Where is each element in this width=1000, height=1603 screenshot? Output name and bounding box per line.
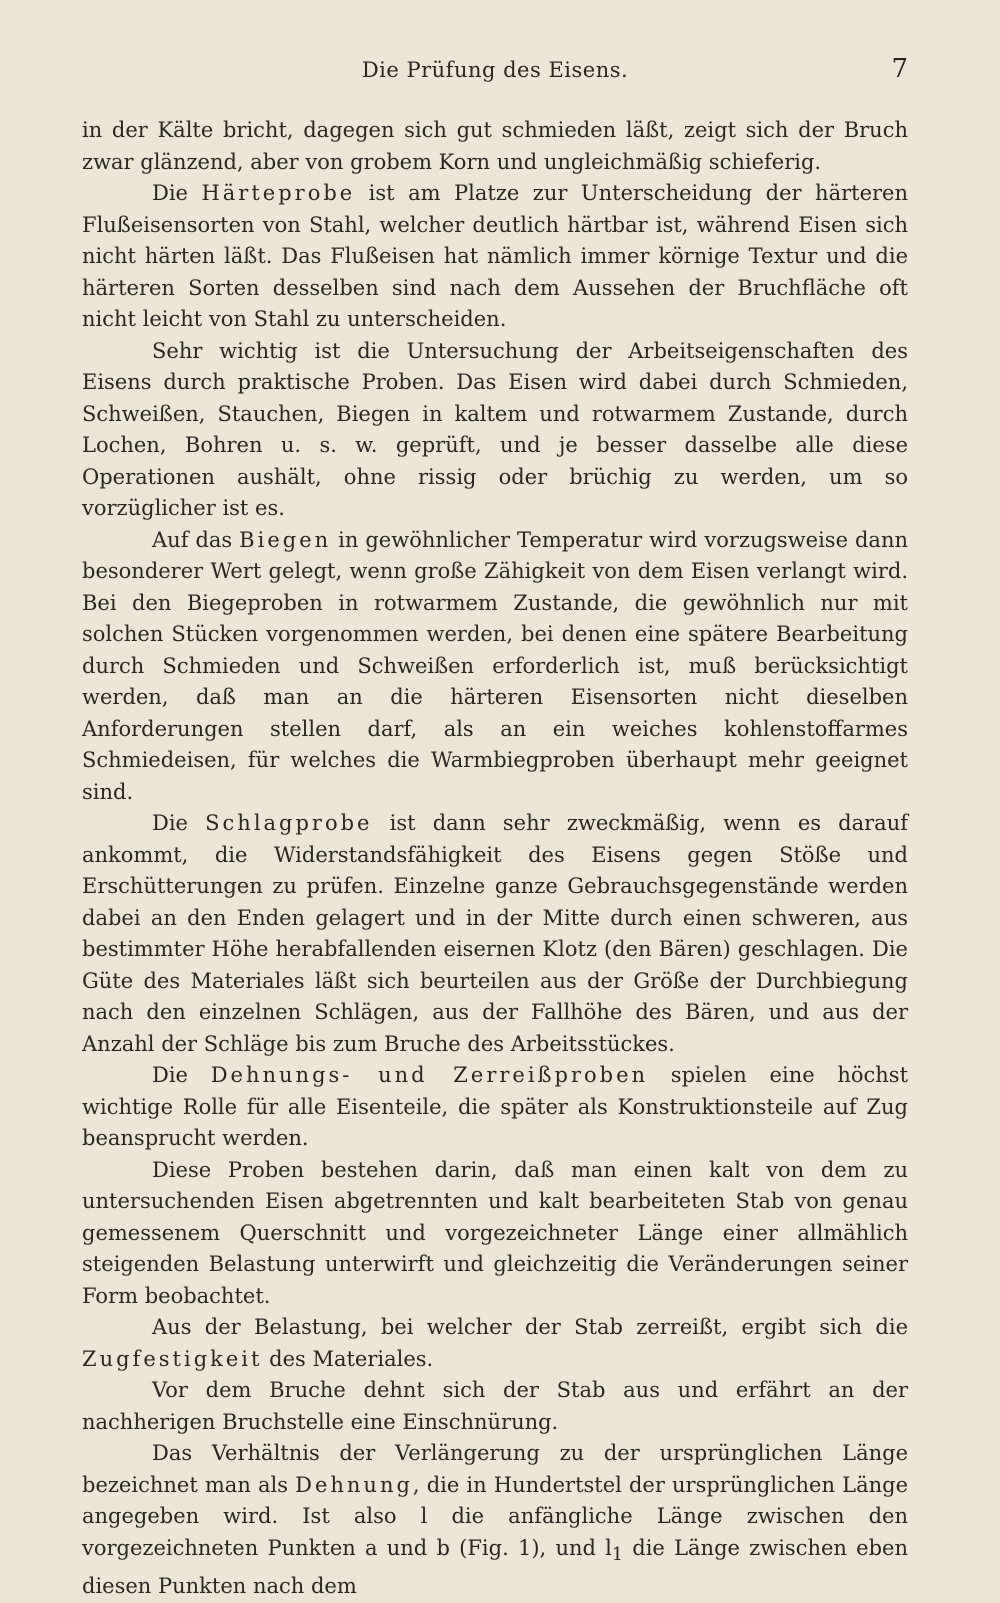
paragraph	[82, 525, 908, 809]
paragraph	[82, 1312, 908, 1375]
text-run: ist dann sehr zweckmäßig, wenn es darauf ankommt, die Widerstandsfähigkeit des Eisens gegen Stöße und Erschütterungen zu prüfen. Einzelne ganze Gebrauchsgegenstände werden dabei an den Enden gelagert und in der Mitte durch einen schweren, aus bestimmter Höhe herabfallenden eisernen Klotz (den Bären) geschlagen. Die Güte des Materiales läßt sich beurteilen aus der Größe der Durchbiegung nach den einzelnen Schlägen, aus der Fallhöhe des Bären, und aus der Anzahl der Schläge bis zum Bruche des Arbeitsstückes.	[82, 811, 908, 1056]
text-run: Auf das	[152, 527, 240, 552]
text-run: Die	[152, 811, 206, 835]
page-header	[82, 54, 908, 92]
emphasized-term: Zugfestigkeit	[82, 1346, 263, 1371]
text-run: die Länge zwischen eben diesen Punkten nach dem	[82, 1535, 908, 1599]
emphasized-term: Härteprobe	[201, 181, 356, 205]
paragraph	[82, 115, 908, 178]
paragraph	[82, 1155, 908, 1313]
emphasized-term: Schlagprobe	[205, 811, 373, 835]
text-run: , die in Hundertstel der ursprünglichen Länge angegeben wird. Ist also l die anfängliche Länge zwischen den vorgezeichneten Punkten a und b (Fig. 1), und l	[82, 1472, 908, 1560]
emphasized-term: Biegen	[239, 527, 332, 552]
text-run: Die	[152, 181, 202, 205]
paragraph	[82, 336, 908, 525]
text-run: Vor dem Bruche dehnt sich der Stab aus und erfährt an der nachherigen Bruchstelle eine Einschnürung.	[82, 1378, 908, 1434]
text-run: Diese Proben bestehen darin, daß man einen kalt von dem zu untersuchenden Eisen abgetrennten und kalt bearbeiteten Stab von genau gemessenem Querschnitt und vorgezeichneter Länge einer allmählich steigenden Belastung unterwirft und gleichzeitig die Veränderungen seiner Form beobachtet.	[82, 1157, 908, 1308]
emphasized-term: Dehnungs- und Zerreißproben	[210, 1063, 649, 1087]
paragraph	[82, 1060, 908, 1155]
text-run: des Materiales.	[262, 1346, 434, 1371]
page-number: 7	[891, 54, 908, 84]
paragraph	[82, 808, 908, 1060]
text-run: spielen eine höchst wichtige Rolle für alle Eisenteile, die später als Konstruktionsteile auf Zug beansprucht werden.	[82, 1063, 909, 1150]
running-title: Die Prüfung des Eisens.	[361, 58, 629, 82]
text-run: ist am Platze zur Unterscheidung der härteren Flußeisensorten von Stahl, welcher deutlich härtbar ist, während Eisen sich nicht härten läßt. Das Flußeisen hat nämlich immer körnige Textur und die härteren Sorten desselben sind nach dem Aussehen der Bruchfläche oft nicht leicht von Stahl zu unterscheiden.	[82, 181, 909, 331]
text-run: in der Kälte bricht, dagegen sich gut schmieden läßt, zeigt sich der Bruch zwar glänzend, aber von grobem Korn und ungleichmäßig schieferig.	[82, 118, 908, 174]
text-run: Die	[152, 1063, 211, 1087]
text-run: in gewöhnlicher Temperatur wird vorzugsweise dann besonderer Wert gelegt, wenn große Zähigkeit von dem Eisen verlangt wird. Bei den Biegeproben in rotwarmem Zustande, die gewöhnlich nur mit solchen Stücken vorgenommen werden, bei denen eine spätere Bearbeitung durch Schmieden und Schweißen erforderlich ist, muß berücksichtigt werden, daß man an die härteren Eisensorten nicht dieselben Anforderungen stellen darf, als an ein weiches kohlenstoffarmes Schmiedeisen, für welches die Warmbiegproben überhaupt mehr geeignet sind.	[82, 527, 909, 804]
paragraph	[82, 1438, 908, 1603]
subscript: 1	[611, 1544, 624, 1565]
body-text	[82, 115, 908, 1603]
paragraph	[82, 178, 908, 336]
paragraph	[82, 1375, 908, 1438]
text-run: Das Verhältnis der Verlängerung zu der ursprünglichen Länge bezeichnet man als	[82, 1441, 908, 1497]
emphasized-term: Dehnung	[295, 1472, 413, 1497]
text-run: Sehr wichtig ist die Untersuchung der Arbeitseigenschaften des Eisens durch praktische Proben. Das Eisen wird dabei durch Schmieden, Schweißen, Stauchen, Biegen in kaltem und rotwarmem Zustande, durch Lochen, Bohren u. s. w. geprüft, und je besser dasselbe alle diese Operationen aushält, ohne rissig oder brüchig zu werden, um so vorzüglicher ist es.	[82, 338, 908, 520]
text-run: Aus der Belastung, bei welcher der Stab zerreißt, ergibt sich die	[152, 1315, 908, 1339]
